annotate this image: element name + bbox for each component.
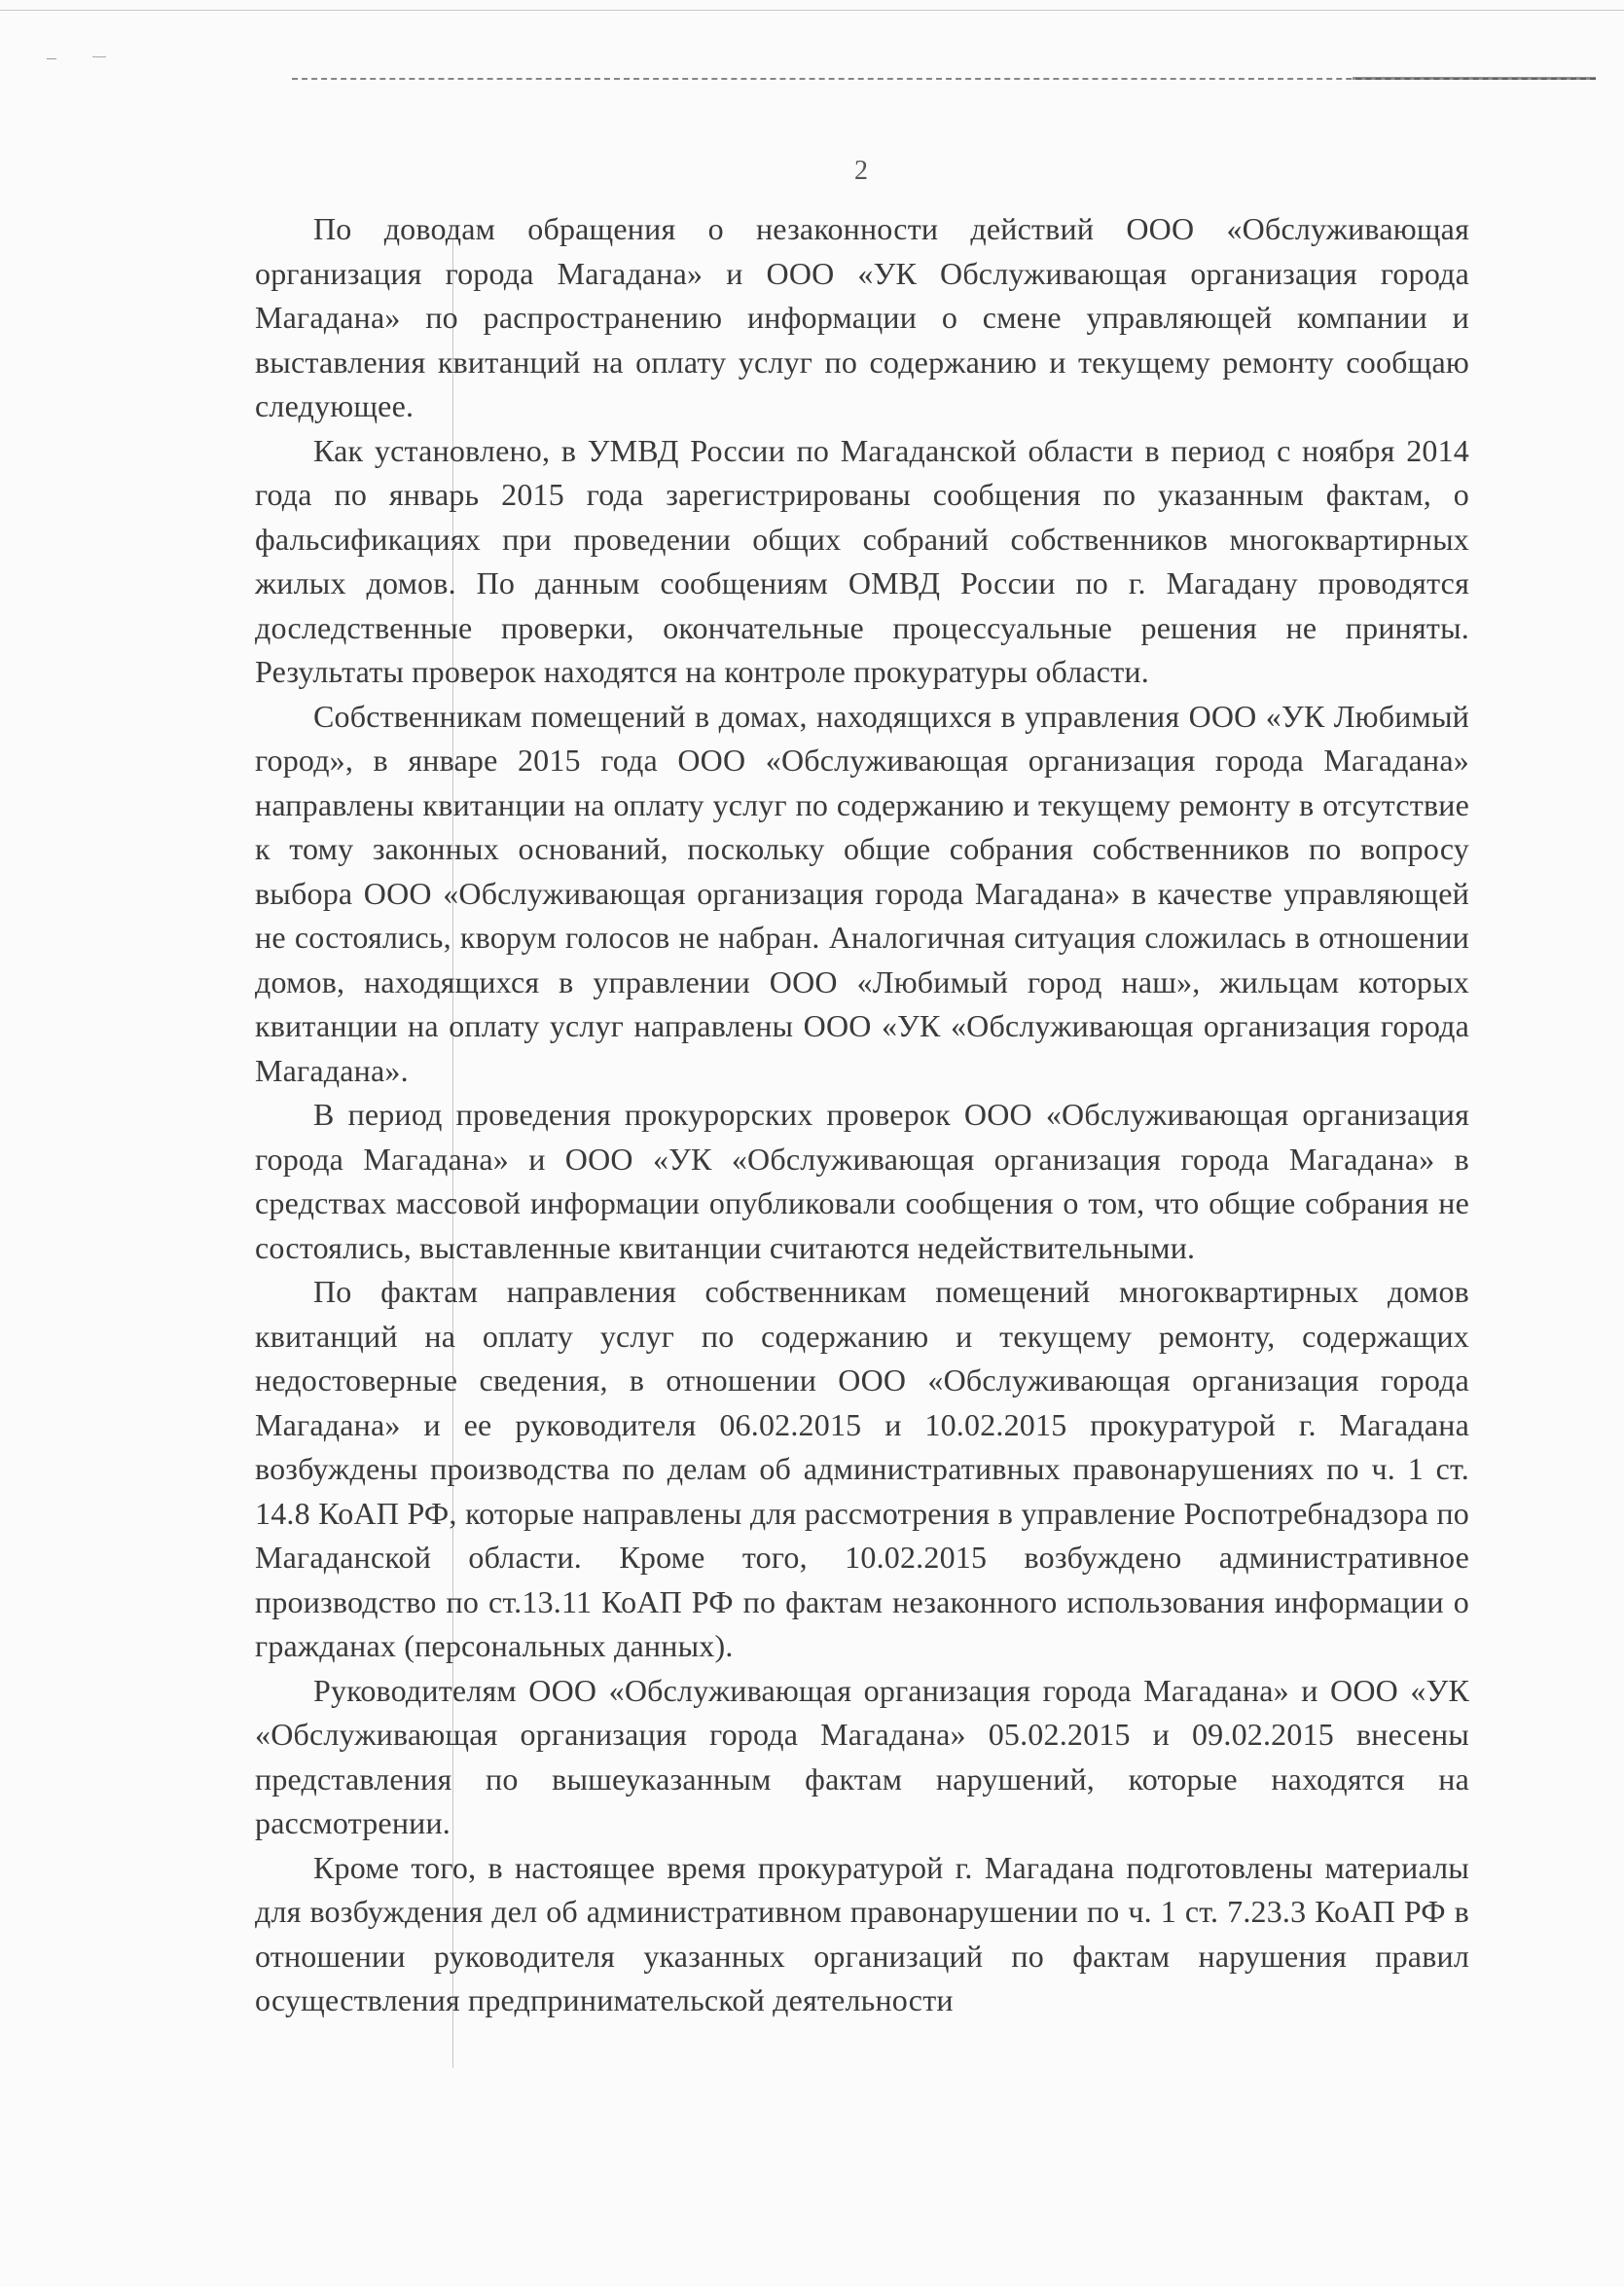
page-number: 2 bbox=[854, 156, 868, 186]
scan-edge-line bbox=[0, 10, 1624, 11]
paragraph-7: Кроме того, в настоящее время прокуратурой г. Магадана подготовлены материалы для возбуждения дел об административном правонарушении по ч. 1 ст. 7.23.3 КоАП РФ в отношении руководителя указанных организаций по фактам нарушения правил осуществления предпринимательской деятельности bbox=[255, 1849, 1469, 2017]
paragraph-6: Руководителям ООО «Обслуживающая организация города Магадана» и ООО «УК «Обслуживающая организация города Магадана» 05.02.2015 и 09.02.2015 внесены представления по вышеуказанным фактам нарушений, которые находятся на рассмотрении. bbox=[255, 1672, 1469, 1840]
scan-speck bbox=[92, 56, 106, 57]
paragraph-4: В период проведения прокурорских проверок ООО «Обслуживающая организация города Магадана» и ООО «УК «Обслуживающая организация города Магадана» в средствах массовой информации опубликовали сообщения о том, что общие собрания не состоялись, выставленные квитанции считаются недействительными. bbox=[255, 1097, 1469, 1265]
paragraph-3: Собственникам помещений в домах, находящихся в управления ООО «УК Любимый город», в январе 2015 года ООО «Обслуживающая организация города Магадана» направлены квитанции на оплату услуг по содержанию и текущему ремонту в отсутствие к тому законных оснований, поскольку общие собрания собственников по вопросу выбора ООО «Обслуживающая организация города Магадана» в качестве управляющей не состоялись, кворум голосов не набран. Аналогичная ситуация сложилась в отношении домов, находящихся в управлении ООО «Любимый город наш», жильцам которых квитанции на оплату услуг направлены ООО «УК «Обслуживающая организация города Магадана». bbox=[255, 698, 1469, 1088]
scan-artifact-bar bbox=[1353, 77, 1596, 80]
scan-speck bbox=[47, 58, 56, 59]
paragraph-1: По доводам обращения о незаконности действий ООО «Обслуживающая организация города Магадана» и ООО «УК Обслуживающая организация города Магадана» по распространению информации о смене управляющей компании и выставления квитанций на оплату услуг по содержанию и текущему ремонту сообщаю следующее. bbox=[255, 211, 1469, 423]
paragraph-2: Как установлено, в УМВД России по Магаданской области в период с ноября 2014 года по январь 2015 года зарегистрированы сообщения по указанным фактам, о фальсификациях при проведении общих собраний собственников многоквартирных жилых домов. По данным сообщениям ОМВД России по г. Магадану проводятся доследственные проверки, окончательные процессуальные решения не приняты. Результаты проверок находятся на контроле прокуратуры области. bbox=[255, 432, 1469, 689]
paragraph-5: По фактам направления собственникам помещений многоквартирных домов квитанций на оплату услуг по содержанию и текущему ремонту, содержащих недостоверные сведения, в отношении ООО «Обслуживающая организация города Магадана» и ее руководителя 06.02.2015 и 10.02.2015 прокуратурой г. Магадана возбуждены производства по делам об административных правонарушениях по ч. 1 ст. 14.8 КоАП РФ, которые направлены для рассмотрения в управление Роспотребнадзора по Магаданской области. Кроме того, 10.02.2015 возбуждено административное производство по ст.13.11 КоАП РФ по фактам незаконного использования информации о гражданах (персональных данных). bbox=[255, 1274, 1469, 1663]
document-body bbox=[255, 207, 1469, 2023]
